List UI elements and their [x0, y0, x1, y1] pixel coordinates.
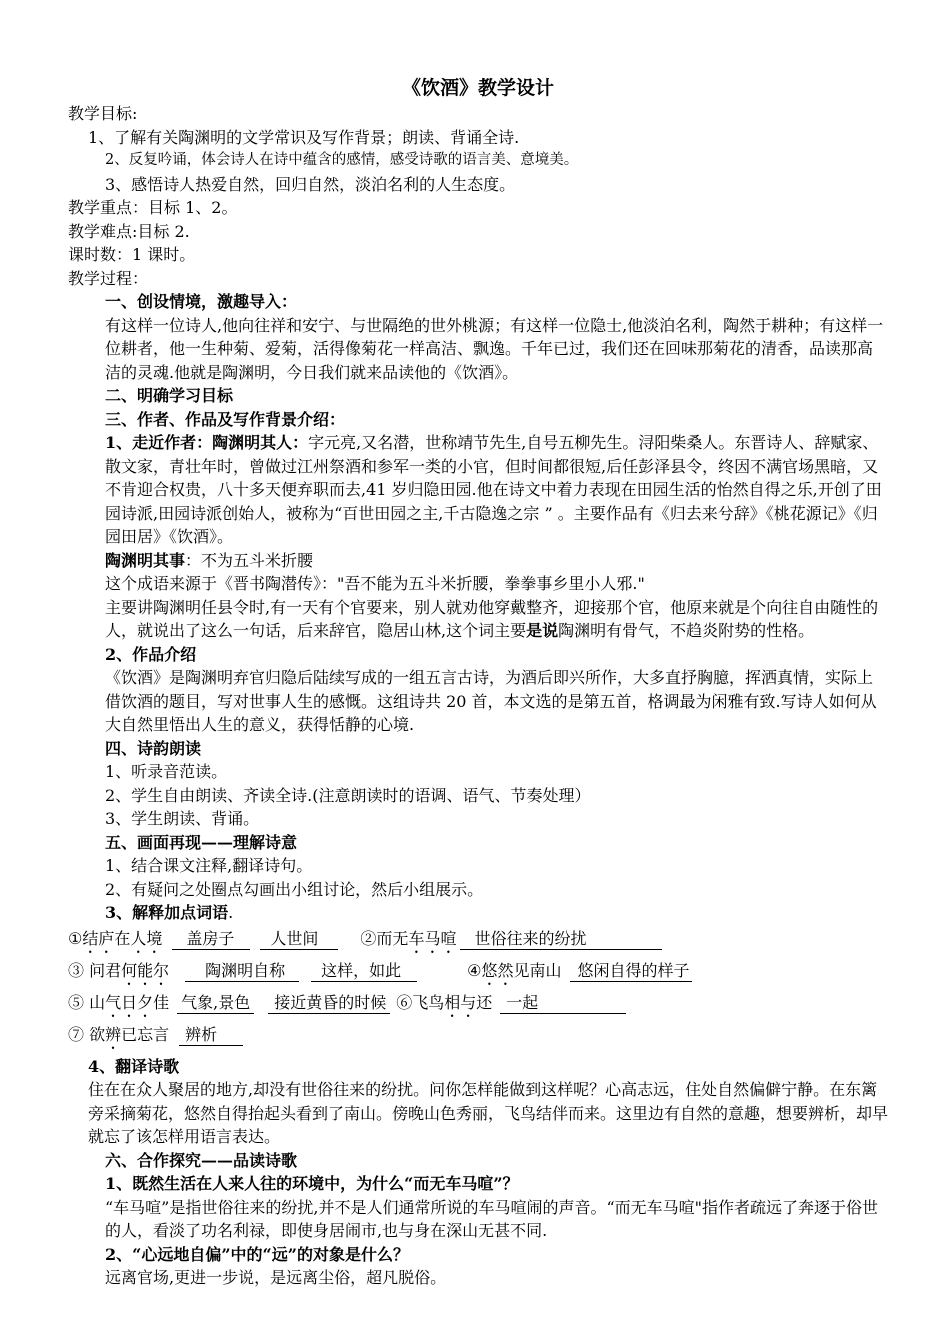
word-7-answer: 辨析: [179, 1025, 243, 1046]
work-heading: 2、作品介绍: [105, 644, 197, 664]
word-5-c: 佳: [153, 992, 170, 1012]
word-3-answer-1: 陶渊明自称: [185, 961, 299, 982]
section-3-heading: 三、作者、作品及写作背景介绍：: [105, 409, 346, 429]
word-row-3: [68, 991, 888, 1021]
story-paragraph: [68, 596, 888, 643]
word-5-answer-2: 接近黄昏的时候: [268, 993, 390, 1014]
story-title: ：不为五斗米折腰: [185, 550, 314, 570]
explain-heading: 3、解释加点词语: [105, 903, 229, 922]
word-3-prefix: ③ 问君: [68, 960, 122, 980]
author-lead: 1、走近作者：陶渊明其人：: [105, 433, 309, 452]
section-6-heading: 六、合作探究——品读诗歌: [105, 1150, 298, 1170]
process-label: 教学过程：: [68, 268, 149, 288]
word-3-a: 何能尔: [121, 960, 170, 980]
section-2-heading: 二、明确学习目标: [105, 386, 234, 405]
goal-3: 3、感悟诗人热爱自然，回归自然，淡泊名利的人生态度。: [105, 174, 516, 194]
section-1-text: 有这样一位诗人,他向往祥和安宁、与世隔绝的世外桃源；有这样一位隐士,他淡泊名利，陶然于耕种；有这样一位耕者，他一生种菊、爱菊，活得像菊花一样高洁、飘逸。千年已过，我们还在回味那菊花的清香，品读那高洁的灵魂.他就是陶渊明，今日我们就来品读他的《饮酒》。: [105, 315, 884, 382]
goal-1: 1、了解有关陶渊明的文学常识及写作背景；朗读、背诵全诗.: [88, 127, 520, 147]
translate-item-1: 1、结合课文注释,翻译诗句。: [105, 856, 313, 875]
word-row-1: [68, 927, 888, 957]
translate-heading: 4、翻译诗歌: [88, 1056, 180, 1076]
question-2: 2、“心远地自偏”中的“远”的对象是什么？: [105, 1244, 409, 1264]
difficulty: 教学难点:目标 2.: [68, 221, 190, 241]
explain-dot: .: [228, 903, 234, 922]
word-6-answer: 一起: [500, 993, 626, 1014]
word-4-answer: 悠闲自得的样子: [570, 961, 692, 982]
word-5-prefix: ⑤ 山: [68, 992, 106, 1012]
word-7-b: 已忘言: [121, 1024, 170, 1044]
translate-item-2: 2、有疑问之处圈点勾画出小组讨论，然后小组展示。: [105, 879, 484, 899]
section-4-heading: 四、诗韵朗读: [105, 738, 202, 758]
word-1-answer-1: 盖房子: [172, 929, 250, 950]
answer-1: “车马喧”是指世俗往来的纷扰,并不是人们通常所说的车马喧闹的声音。“而无车马喧"指作者疏远了奔逐于俗世的人，看淡了功名利禄，即使身居闹市,也与身在深山无甚不同.: [105, 1197, 878, 1240]
word-5-b: 日夕: [121, 992, 154, 1012]
story-lead: 陶渊明其事: [105, 550, 186, 570]
word-row-4: [68, 1023, 888, 1053]
word-1-b: 在: [114, 928, 131, 948]
word-3-answer-2: 这样，如此: [311, 961, 417, 982]
key-points: 教学重点：目标 1、2。: [68, 198, 238, 217]
word-2-answer: 世俗往来的纷扰: [460, 929, 662, 950]
document-page: [68, 74, 888, 1290]
word-7-prefix: ⑦ 欲: [68, 1024, 106, 1044]
word-4-a: 悠然: [481, 960, 514, 980]
word-2-prefix: ②而无: [360, 928, 409, 948]
word-5-a: 气: [105, 992, 122, 1012]
word-1-c: 人境: [130, 928, 163, 948]
story-source: 这个成语来源于《晋书陶潜传》："吾不能为五斗米折腰，拳拳事乡里小人邪.": [105, 574, 645, 593]
word-2-a: 车马喧: [408, 928, 457, 948]
word-1-prefix: ①: [68, 928, 83, 948]
section-1-heading: 一、创设情境，激趣导入：: [105, 292, 298, 311]
story-heading: [68, 549, 888, 573]
word-4-b: 见南山: [513, 960, 562, 980]
explain-heading-line: [68, 901, 888, 925]
section-5-heading: 五、画面再现——理解诗意: [105, 832, 298, 852]
translate-text: 住在在众人聚居的地方,却没有世俗往来的纷扰。问你怎样能做到这样呢？心高志远，住处自然偏僻宁静。在东篱旁采摘菊花，悠然自得抬起头看到了南山。傍晚山色秀丽，飞鸟结伴而来。这里边有自然的意趣，想要辨析，却早就忘了该怎样用语言表达。: [88, 1080, 889, 1146]
author-paragraph: [68, 431, 888, 549]
word-5-answer-1: 气象,景色: [177, 993, 254, 1014]
work-text: 《饮酒》是陶渊明弃官归隐后陆续写成的一组五言古诗，为酒后即兴所作，大多直抒胸臆，挥洒真情，实际上借饮酒的题目，写对世事人生的感慨。这组诗共 20 首，本文选的是第五首，格调最为闲雅有致.写诗人如何从大自然里悟出人生的意义，获得恬静的心境.: [105, 668, 877, 734]
word-1-answer-2: 人世间: [260, 929, 338, 950]
document-title: 《饮酒》教学设计: [401, 77, 554, 99]
goals-label: 教学目标:: [68, 104, 138, 123]
word-4-prefix: ④: [467, 960, 482, 980]
story-bold: 是说: [526, 621, 559, 640]
reading-item-3: 3、学生朗读、背诵。: [105, 809, 260, 828]
class-hours: 课时数：1 课时。: [68, 245, 196, 264]
word-row-2: [68, 959, 888, 989]
answer-2: 远离官场,更进一步说，是远离尘俗，超凡脱俗。: [105, 1268, 447, 1287]
reading-item-2: 2、学生自由朗读、齐读全诗.(注意朗读时的语调、语气、节奏处理）: [105, 785, 591, 805]
word-7-a: 辨: [105, 1024, 122, 1044]
story-text-b: 陶渊明有骨气，不趋炎附势的性格。: [558, 621, 815, 640]
author-text: 字元亮,又名潜，世称靖节先生,自号五柳先生。浔阳柴桑人。东晋诗人、辞赋家、散文家，青壮年时，曾做过江州祭酒和参军一类的小官，但时间都很短,后任彭泽县令，终因不满官场黑暗，又不肯迎合权贵，八十多天便弃职而去,41 岁归隐田园.他在诗文中着力表现在田园生活的怡然自得之乐,开创了田园诗派,田园诗派创始人，被称为“百世田园之主,千古隐逸之宗 ” 。主要作品有《归去来兮辞》《桃花源记》《归园田居》《饮酒》。: [105, 433, 882, 546]
goal-2: 2、反复吟诵，体会诗人在诗中蕴含的感情，感受诗歌的语言美、意境美。: [105, 152, 579, 168]
word-1-a: 结庐: [82, 928, 115, 948]
word-6-prefix: ⑥飞鸟: [396, 992, 445, 1012]
word-6-a: 相与: [444, 992, 477, 1012]
story-text-a: 主要讲陶渊明任县令时,有一天有个官要来，别人就劝他穿戴整齐，迎接那个官，他原来就是个向往自由随性的人，就说出了这么一句话，后来辞官，隐居山林,这个词主要: [105, 597, 879, 640]
question-1: 1、既然生活在人来人往的环境中，为什么“而无车马喧”？: [105, 1174, 519, 1193]
word-6-b: 还: [476, 992, 493, 1012]
reading-item-1: 1、听录音范读。: [105, 762, 228, 781]
